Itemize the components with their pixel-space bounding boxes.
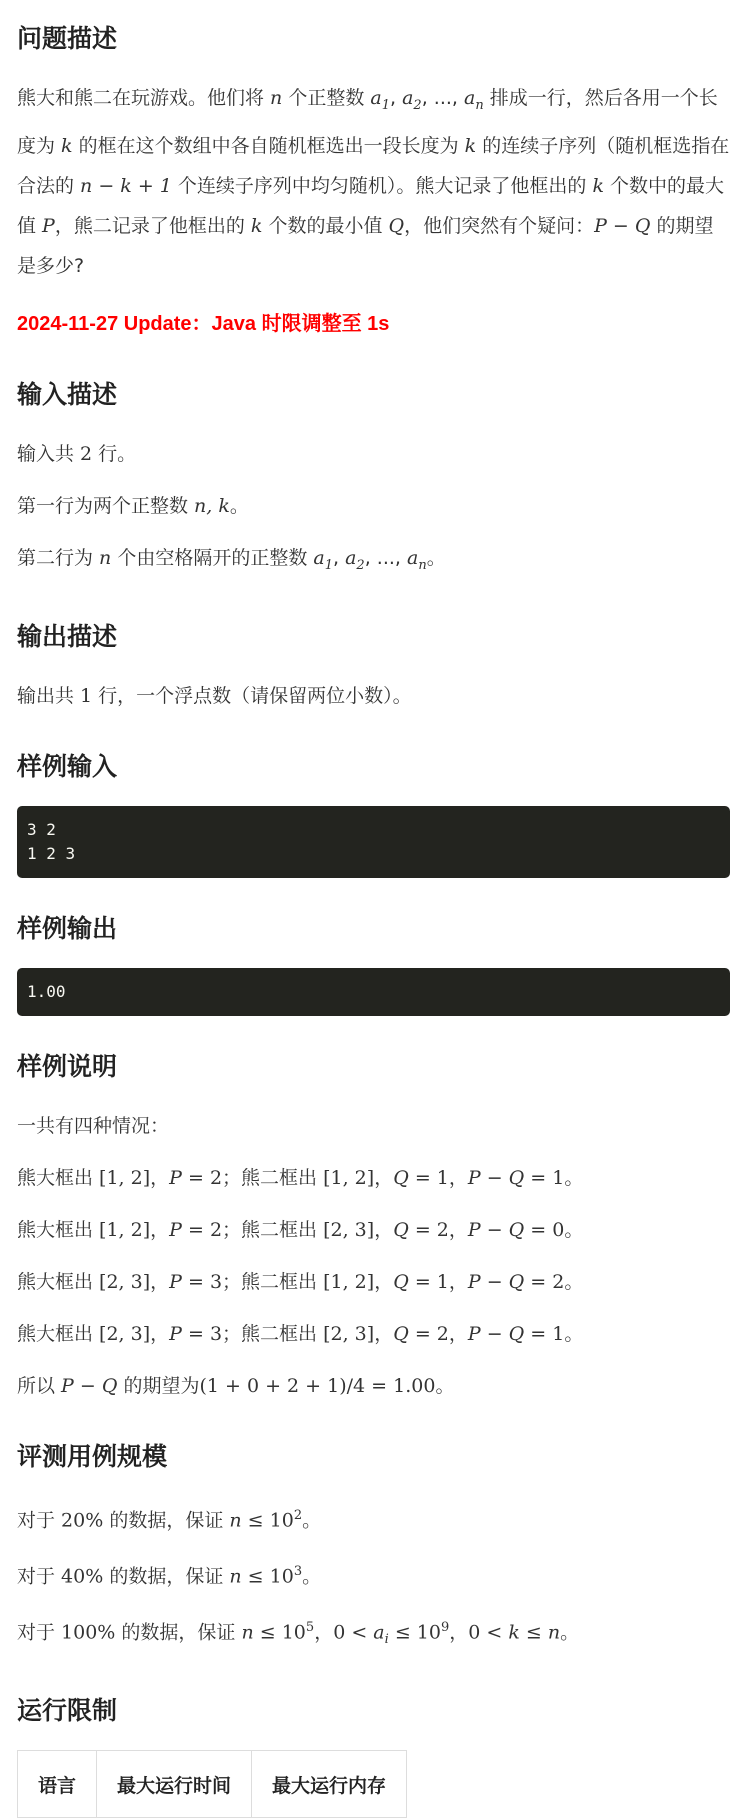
text: 。 [564, 1322, 584, 1345]
math-variable: n [547, 1621, 561, 1644]
math-variable: P [169, 1218, 182, 1241]
math-variable: n [99, 546, 112, 569]
paragraph [17, 434, 730, 474]
math-variable: a [313, 546, 325, 569]
text: 输出共 [17, 684, 81, 707]
text: 的数据，保证 [115, 1621, 242, 1644]
math-expression: = 2 [408, 1322, 449, 1345]
text: 第一行为两个正整数 [17, 494, 195, 517]
math-superscript: 3 [293, 1563, 303, 1579]
math-expression: ≤ [519, 1621, 548, 1644]
math-variable: k [61, 134, 73, 157]
paragraph [17, 78, 730, 286]
math-expression: [2, 3] [99, 1322, 151, 1345]
text: ， [448, 1166, 468, 1189]
math-variable: Q [393, 1270, 409, 1293]
text: 个由空格隔开的正整数 [111, 546, 314, 569]
text: 排成一行，然后各用一个长度为 [17, 87, 718, 157]
math-expression: = 3 [181, 1270, 223, 1293]
math-expression: ≤ 10 [241, 1565, 294, 1588]
math-expression: [1, 2] [99, 1218, 151, 1241]
math-variable: Q [388, 214, 405, 237]
math-expression: = 1 [408, 1270, 449, 1293]
text: ， [448, 1322, 468, 1345]
math-subscript: 1 [324, 557, 333, 573]
math-variable: a [370, 87, 382, 109]
text: 对于 [17, 1621, 62, 1644]
math-expression: = 2 [181, 1218, 223, 1241]
section-heading: 输入描述 [17, 379, 118, 409]
text: 对于 [17, 1565, 62, 1588]
math-expression: ≤ 10 [241, 1508, 294, 1531]
text: 。 [564, 1218, 584, 1241]
update-notice [17, 304, 730, 344]
math-variable: P − Q [467, 1166, 525, 1189]
text: , ..., [364, 546, 407, 569]
math-variable: P [169, 1270, 182, 1293]
text: ；熊二框出 [222, 1270, 324, 1293]
text: 。 [560, 1621, 580, 1644]
math-expression: = 1 [524, 1322, 565, 1345]
text: 个正整数 [282, 87, 371, 109]
paragraph [17, 1106, 730, 1146]
math-superscript: 5 [305, 1620, 315, 1636]
math-variable: n − k + 1 [80, 174, 172, 197]
code-block: 1.00 [17, 968, 730, 1016]
math-expression: 1 [80, 684, 93, 707]
math-variable: k [508, 1621, 520, 1644]
math-expression: = 2 [524, 1270, 565, 1293]
text: 一共有四种情况： [17, 1114, 170, 1137]
math-variable: a [345, 546, 357, 569]
text: 。 [564, 1270, 584, 1293]
math-subscript: i [384, 1632, 389, 1648]
paragraph [17, 1366, 730, 1406]
math-variable: P − Q [467, 1270, 525, 1293]
math-variable: n [229, 1508, 242, 1531]
text: ；熊二框出 [222, 1218, 324, 1241]
math-variable: a [406, 546, 419, 569]
text: 的期望为 [117, 1374, 200, 1397]
math-expression: 40% [61, 1565, 104, 1588]
math-variable: k [464, 134, 477, 157]
text: ，熊二记录了他框出的 [54, 214, 251, 237]
text: ， [374, 1322, 394, 1345]
math-variable: Q [393, 1218, 409, 1241]
text: 的连续子序列（随机框选指在合法的 [17, 134, 730, 197]
code-block: 3 2 1 2 3 [17, 806, 730, 878]
math-expression: (1 + 0 + 2 + 1)/4 = 1.00 [199, 1374, 436, 1397]
paragraph [17, 1158, 730, 1198]
math-variable: Q [393, 1322, 409, 1345]
math-variable: P [42, 214, 55, 237]
math-expression: ≤ 10 [388, 1621, 441, 1644]
math-variable: P [169, 1166, 182, 1189]
math-expression: 2 [80, 442, 93, 465]
text: 。 [426, 546, 446, 569]
text: 。 [302, 1565, 322, 1588]
paragraph [17, 676, 730, 716]
paragraph [17, 1496, 730, 1540]
text: 输入共 [17, 442, 81, 465]
paragraph [17, 538, 730, 586]
math-variable: k [592, 174, 604, 197]
text: 。 [435, 1374, 455, 1397]
math-expression: [1, 2] [323, 1270, 375, 1293]
text: 熊大框出 [17, 1322, 100, 1345]
math-variable: a [402, 87, 414, 109]
text: 熊大框出 [17, 1166, 100, 1189]
paragraph [17, 1608, 730, 1660]
text: 2024-11-27 Update：Java 时限调整至 1s [17, 312, 390, 335]
math-expression: ≤ 10 [253, 1621, 306, 1644]
section-heading: 运行限制 [17, 1696, 118, 1726]
text: 的数据，保证 [103, 1565, 230, 1588]
math-expression: [2, 3] [323, 1322, 375, 1345]
paragraph [17, 1210, 730, 1250]
math-expression: [2, 3] [323, 1218, 375, 1241]
text: ， [448, 1218, 468, 1241]
text: , [390, 87, 403, 109]
math-expression: = 1 [524, 1166, 565, 1189]
math-expression: 0 < [468, 1621, 509, 1644]
section-heading: 样例输入 [17, 751, 118, 781]
text: ；熊二框出 [222, 1166, 324, 1189]
table-header: 语言 [18, 1751, 97, 1818]
math-expression: 100% [61, 1621, 116, 1644]
math-expression: = 2 [181, 1166, 223, 1189]
text: 个数的最小值 [262, 214, 389, 237]
math-variable: Q [393, 1166, 409, 1189]
text: ，他们突然有个疑问： [404, 214, 595, 237]
math-variable: k [250, 214, 263, 237]
text: 所以 [17, 1374, 62, 1397]
text: ， [150, 1270, 170, 1293]
paragraph [17, 1552, 730, 1596]
text: 。 [302, 1508, 322, 1531]
text: ， [449, 1621, 469, 1644]
paragraph [17, 1262, 730, 1302]
text: ， [374, 1218, 394, 1241]
text: 熊大和熊二在玩游戏。他们将 [17, 87, 271, 109]
text: ；熊二框出 [222, 1322, 324, 1345]
math-variable: a [373, 1621, 385, 1644]
text: 的数据，保证 [103, 1508, 230, 1531]
math-subscript: 2 [356, 557, 365, 573]
paragraph [17, 486, 730, 526]
math-expression: = 2 [408, 1218, 449, 1241]
math-variable: n, k [194, 494, 230, 517]
math-variable: n [241, 1621, 254, 1644]
math-subscript: n [418, 557, 427, 573]
text: 。 [229, 494, 249, 517]
text: ， [150, 1218, 170, 1241]
section-heading: 样例说明 [17, 1051, 118, 1081]
text: 的期望是多少? [17, 214, 714, 277]
text: , ..., [421, 87, 464, 109]
section-heading: 输出描述 [17, 621, 118, 651]
math-subscript: 1 [381, 97, 390, 113]
text: 个数中的最大值 [17, 174, 725, 237]
table-header: 最大运行时间 [97, 1751, 252, 1818]
math-expression: = 1 [408, 1166, 449, 1189]
text: , [333, 546, 346, 569]
math-expression: = 0 [524, 1218, 565, 1241]
math-expression: 0 < [333, 1621, 374, 1644]
text: 第二行为 [17, 546, 100, 569]
math-variable: n [229, 1565, 242, 1588]
text: ， [448, 1270, 468, 1293]
math-subscript: 2 [413, 97, 422, 113]
text: ， [150, 1166, 170, 1189]
text: 熊大框出 [17, 1218, 100, 1241]
text: 行。 [92, 442, 137, 465]
text: ， [314, 1621, 334, 1644]
math-variable: P − Q [467, 1322, 525, 1345]
section-heading: 评测用例规模 [17, 1441, 168, 1471]
section-heading: 问题描述 [17, 24, 118, 53]
math-subscript: n [475, 97, 484, 113]
math-expression: [1, 2] [323, 1166, 375, 1189]
math-variable: P − Q [467, 1218, 525, 1241]
section-heading: 样例输出 [17, 913, 118, 943]
text: 个连续子序列中均匀随机）。熊大记录了他框出的 [171, 174, 593, 197]
math-superscript: 2 [293, 1507, 303, 1523]
text: 对于 [17, 1508, 62, 1531]
math-expression: [2, 3] [99, 1270, 151, 1293]
text: ， [374, 1270, 394, 1293]
text: 的框在这个数组中各自随机框选出一段长度为 [72, 134, 465, 157]
math-variable: P [169, 1322, 182, 1345]
math-variable: P − Q [594, 214, 651, 237]
text: ， [150, 1322, 170, 1345]
math-expression: [1, 2] [99, 1166, 151, 1189]
math-variable: a [463, 87, 476, 109]
text: ， [374, 1166, 394, 1189]
text: 熊大框出 [17, 1270, 100, 1293]
limits-table [17, 1750, 407, 1818]
math-variable: P − Q [61, 1374, 118, 1397]
paragraph [17, 1314, 730, 1354]
math-expression: 20% [61, 1508, 104, 1531]
math-variable: n [270, 87, 283, 109]
table-header: 最大运行内存 [252, 1751, 407, 1818]
text: 行，一个浮点数（请保留两位小数）。 [92, 684, 412, 707]
text: 。 [564, 1166, 584, 1189]
math-expression: = 3 [181, 1322, 223, 1345]
math-superscript: 9 [440, 1620, 450, 1636]
